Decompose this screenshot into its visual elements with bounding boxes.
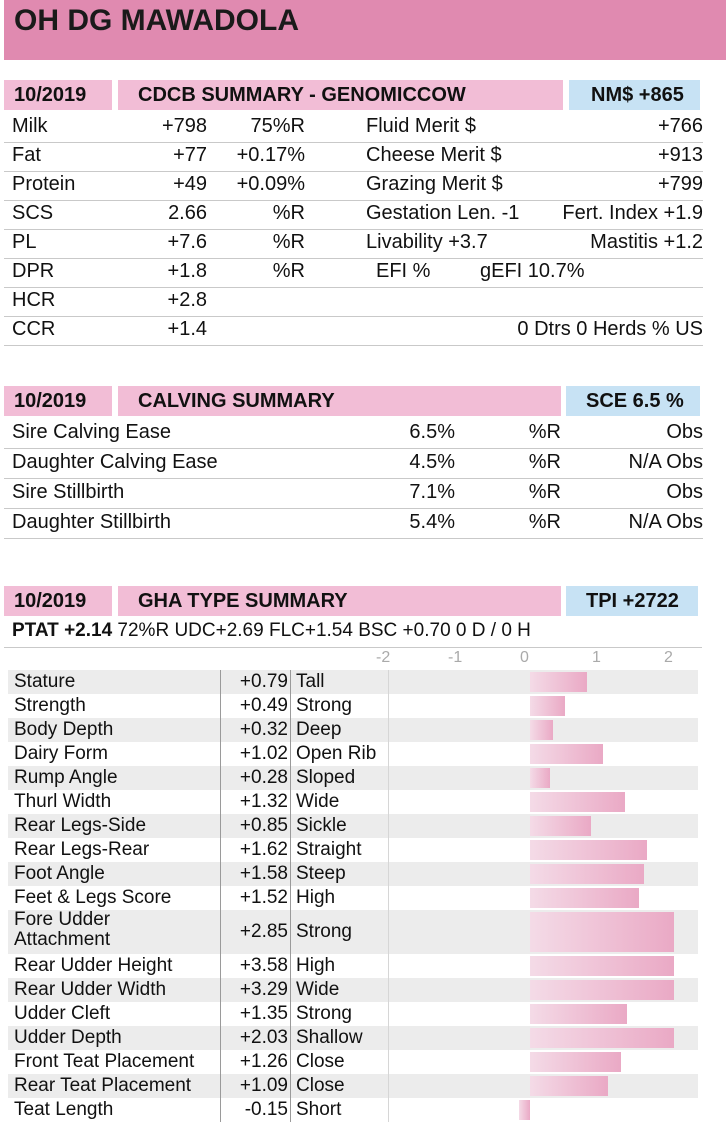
type-trait-row: [8, 886, 698, 910]
trait-value: +1.62: [239, 839, 288, 860]
trait-value: +1.52: [239, 887, 288, 908]
trait-name: Strength: [14, 695, 86, 716]
trait-bar: [530, 912, 674, 952]
trait-descriptor: Steep: [296, 863, 346, 884]
trait-descriptor: Wide: [296, 979, 340, 1000]
trait-label: Fluid Merit $: [366, 115, 477, 137]
calving-obs: Obs: [666, 421, 703, 443]
trait-name: Protein: [12, 173, 76, 195]
calving-obs: N/A Obs: [628, 451, 703, 473]
type-trait-row: [8, 766, 698, 790]
trait-bar: [530, 1028, 674, 1048]
trait-name: Dairy Form: [14, 743, 108, 764]
axis-tick-label: 0: [520, 649, 529, 666]
type-trait-row: [8, 1026, 698, 1050]
trait-descriptor: Sloped: [296, 767, 356, 788]
cdcb-row: [4, 287, 703, 317]
cdcb-row: [4, 229, 703, 259]
type-trait-row: [8, 1050, 698, 1074]
trait-name: Fore Udder Attachment: [14, 909, 111, 950]
trait-value: +7.6: [167, 231, 207, 253]
trait-reliability: +0.17%: [236, 144, 305, 166]
trait-value: +0.28: [239, 767, 288, 788]
trait-name: Body Depth: [14, 719, 114, 740]
trait-descriptor: Open Rib: [296, 743, 377, 764]
trait-name: Rear Teat Placement: [14, 1075, 192, 1096]
axis-tick-label: -1: [448, 649, 463, 666]
trait-name: Fat: [12, 144, 41, 166]
cdcb-row: [4, 258, 703, 288]
column-divider: [388, 670, 389, 1122]
trait-value2: +766: [657, 115, 703, 137]
type-trait-row: [8, 790, 698, 814]
trait-value: +0.79: [239, 671, 288, 692]
trait-bar: [530, 888, 639, 908]
trait-value2: 0 Dtrs 0 Herds % US: [517, 318, 703, 340]
trait-bar: [530, 696, 565, 716]
calving-reliability: %R: [528, 421, 561, 443]
calving-value: 5.4%: [409, 511, 455, 533]
type-date-header: [4, 586, 112, 616]
axis-tick-label: 1: [592, 649, 601, 666]
cdcb-date-header: [4, 80, 112, 110]
calving-date: 10/2019: [14, 390, 87, 412]
calving-trait: Sire Stillbirth: [12, 481, 125, 503]
trait-label: Livability +3.7: [366, 231, 488, 253]
trait-descriptor: Close: [296, 1075, 345, 1096]
trait-descriptor: Strong: [296, 1003, 352, 1024]
type-trait-row: [8, 1074, 698, 1098]
axis-tick-label: 2: [664, 649, 673, 666]
trait-value: +2.03: [239, 1027, 288, 1048]
calving-reliability: %R: [528, 481, 561, 503]
trait-value: +1.8: [167, 260, 207, 282]
trait-value2: gEFI 10.7%: [480, 260, 585, 282]
trait-name: Rear Legs-Side: [14, 815, 147, 836]
trait-value: 2.66: [168, 202, 207, 224]
trait-value: +1.35: [239, 1003, 288, 1024]
trait-bar: [530, 720, 553, 740]
trait-bar: [530, 1052, 621, 1072]
page-title: OH DG MAWADOLA: [14, 4, 299, 37]
sce-badge: [566, 386, 700, 416]
trait-value: +0.49: [239, 695, 288, 716]
trait-value: +77: [173, 144, 207, 166]
tpi-badge-text: TPI +2722: [586, 590, 679, 612]
trait-value: +1.32: [239, 791, 288, 812]
title-bar: [4, 0, 726, 60]
trait-value: +1.09: [239, 1075, 288, 1096]
cdcb-date: 10/2019: [14, 84, 87, 106]
trait-value: +1.4: [167, 318, 207, 340]
trait-bar: [530, 840, 647, 860]
cdcb-row: [4, 171, 703, 201]
trait-reliability: %R: [272, 260, 305, 282]
calving-reliability: %R: [528, 451, 561, 473]
trait-name: Front Teat Placement: [14, 1051, 195, 1072]
trait-value: +2.8: [167, 289, 207, 311]
trait-value: +0.32: [239, 719, 288, 740]
trait-name: Milk: [12, 115, 48, 137]
type-date: 10/2019: [14, 590, 87, 612]
ptat-line: [12, 620, 531, 642]
cdcb-title-header: [118, 80, 563, 110]
trait-bar: [530, 816, 591, 836]
trait-value: +3.29: [239, 979, 288, 1000]
trait-reliability: +0.09%: [236, 173, 305, 195]
trait-name: Rear Legs-Rear: [14, 839, 150, 860]
trait-value: +798: [161, 115, 207, 137]
trait-descriptor: High: [296, 887, 336, 908]
trait-reliability: 75%R: [250, 115, 305, 137]
trait-value: +1.02: [239, 743, 288, 764]
trait-descriptor: Close: [296, 1051, 345, 1072]
calving-row: [4, 448, 703, 479]
type-trait-row: [8, 1098, 698, 1122]
trait-value2: +913: [657, 144, 703, 166]
trait-name: Teat Length: [14, 1099, 114, 1120]
trait-label: EFI %: [376, 260, 431, 282]
calving-value: 7.1%: [409, 481, 455, 503]
type-trait-row: [8, 954, 698, 978]
trait-value: +3.58: [239, 955, 288, 976]
type-trait-row: [8, 862, 698, 886]
ptat-details: 72%R UDC+2.69 FLC+1.54 BSC +0.70 0 D / 0 H: [117, 620, 531, 641]
trait-bar: [530, 1076, 608, 1096]
tpi-badge: [566, 586, 698, 616]
trait-descriptor: Shallow: [296, 1027, 363, 1048]
sce-badge-text: SCE 6.5 %: [586, 390, 684, 412]
trait-value: -0.15: [244, 1099, 288, 1120]
type-trait-row: [8, 978, 698, 1002]
row-background: [8, 670, 698, 694]
cdcb-row: [4, 142, 703, 172]
trait-value: +49: [173, 173, 207, 195]
calving-row: [4, 478, 703, 509]
calving-reliability: %R: [528, 511, 561, 533]
trait-bar: [530, 864, 644, 884]
trait-value: +1.58: [239, 863, 288, 884]
trait-name: Feet & Legs Score: [14, 887, 172, 908]
trait-value2: +799: [657, 173, 703, 195]
trait-name: Foot Angle: [14, 863, 105, 884]
nm-badge-text: NM$ +865: [591, 84, 684, 106]
trait-label: Gestation Len. -1: [366, 202, 520, 224]
cdcb-row: [4, 113, 703, 143]
divider: [4, 647, 702, 648]
calving-value: 6.5%: [409, 421, 455, 443]
trait-reliability: %R: [272, 202, 305, 224]
calving-title: CALVING SUMMARY: [138, 390, 335, 412]
trait-bar: [530, 672, 587, 692]
trait-bar: [530, 956, 674, 976]
column-divider: [220, 670, 221, 1122]
trait-descriptor: High: [296, 955, 336, 976]
trait-descriptor: Strong: [296, 695, 352, 716]
trait-bar: [530, 792, 625, 812]
calving-trait: Sire Calving Ease: [12, 421, 171, 443]
calving-obs: Obs: [666, 481, 703, 503]
trait-value: +0.85: [239, 815, 288, 836]
trait-name: Rear Udder Height: [14, 955, 173, 976]
type-trait-row: [8, 838, 698, 862]
cdcb-row: [4, 316, 703, 346]
cdcb-title: CDCB SUMMARY - GENOMICCOW: [138, 84, 466, 106]
calving-trait: Daughter Calving Ease: [12, 451, 218, 473]
calving-title-header: [118, 386, 561, 416]
trait-name: HCR: [12, 289, 56, 311]
trait-name: Rear Udder Width: [14, 979, 167, 1000]
nm-badge: [569, 80, 700, 110]
trait-bar: [530, 768, 550, 788]
trait-reliability: %R: [272, 231, 305, 253]
trait-name: DPR: [12, 260, 55, 282]
column-divider: [290, 670, 291, 1122]
trait-label: Cheese Merit $: [366, 144, 502, 166]
trait-descriptor: Strong: [296, 921, 352, 942]
type-title-header: [118, 586, 561, 616]
trait-bar: [530, 980, 674, 1000]
type-trait-row: [8, 910, 698, 954]
cdcb-row: [4, 200, 703, 230]
type-trait-row: [8, 670, 698, 694]
calving-obs: N/A Obs: [628, 511, 703, 533]
trait-descriptor: Straight: [296, 839, 362, 860]
trait-descriptor: Tall: [296, 671, 325, 692]
type-title: GHA TYPE SUMMARY: [138, 590, 348, 612]
calving-row: [4, 418, 703, 449]
trait-name: Thurl Width: [14, 791, 112, 812]
trait-name: Udder Depth: [14, 1027, 122, 1048]
trait-name: CCR: [12, 318, 56, 340]
calving-row: [4, 508, 703, 539]
trait-name: SCS: [12, 202, 54, 224]
trait-label: Grazing Merit $: [366, 173, 503, 195]
trait-descriptor: Short: [296, 1099, 342, 1120]
trait-name: Udder Cleft: [14, 1003, 111, 1024]
calving-trait: Daughter Stillbirth: [12, 511, 171, 533]
trait-name: Rump Angle: [14, 767, 118, 788]
ptat-label: PTAT +2.14: [12, 620, 113, 641]
type-trait-row: [8, 694, 698, 718]
axis-tick-label: -2: [376, 649, 391, 666]
trait-name: PL: [12, 231, 37, 253]
trait-value: +2.85: [239, 921, 288, 942]
type-trait-row: [8, 742, 698, 766]
calving-date-header: [4, 386, 112, 416]
type-trait-row: [8, 1002, 698, 1026]
trait-bar: [530, 1004, 627, 1024]
trait-descriptor: Wide: [296, 791, 340, 812]
trait-value2: Fert. Index +1.9: [562, 202, 703, 224]
trait-bar: [530, 744, 603, 764]
trait-descriptor: Deep: [296, 719, 342, 740]
calving-value: 4.5%: [409, 451, 455, 473]
trait-value: +1.26: [239, 1051, 288, 1072]
trait-value2: Mastitis +1.2: [590, 231, 703, 253]
type-trait-row: [8, 718, 698, 742]
type-trait-row: [8, 814, 698, 838]
trait-descriptor: Sickle: [296, 815, 347, 836]
trait-name: Stature: [14, 671, 76, 692]
trait-bar: [519, 1100, 530, 1120]
